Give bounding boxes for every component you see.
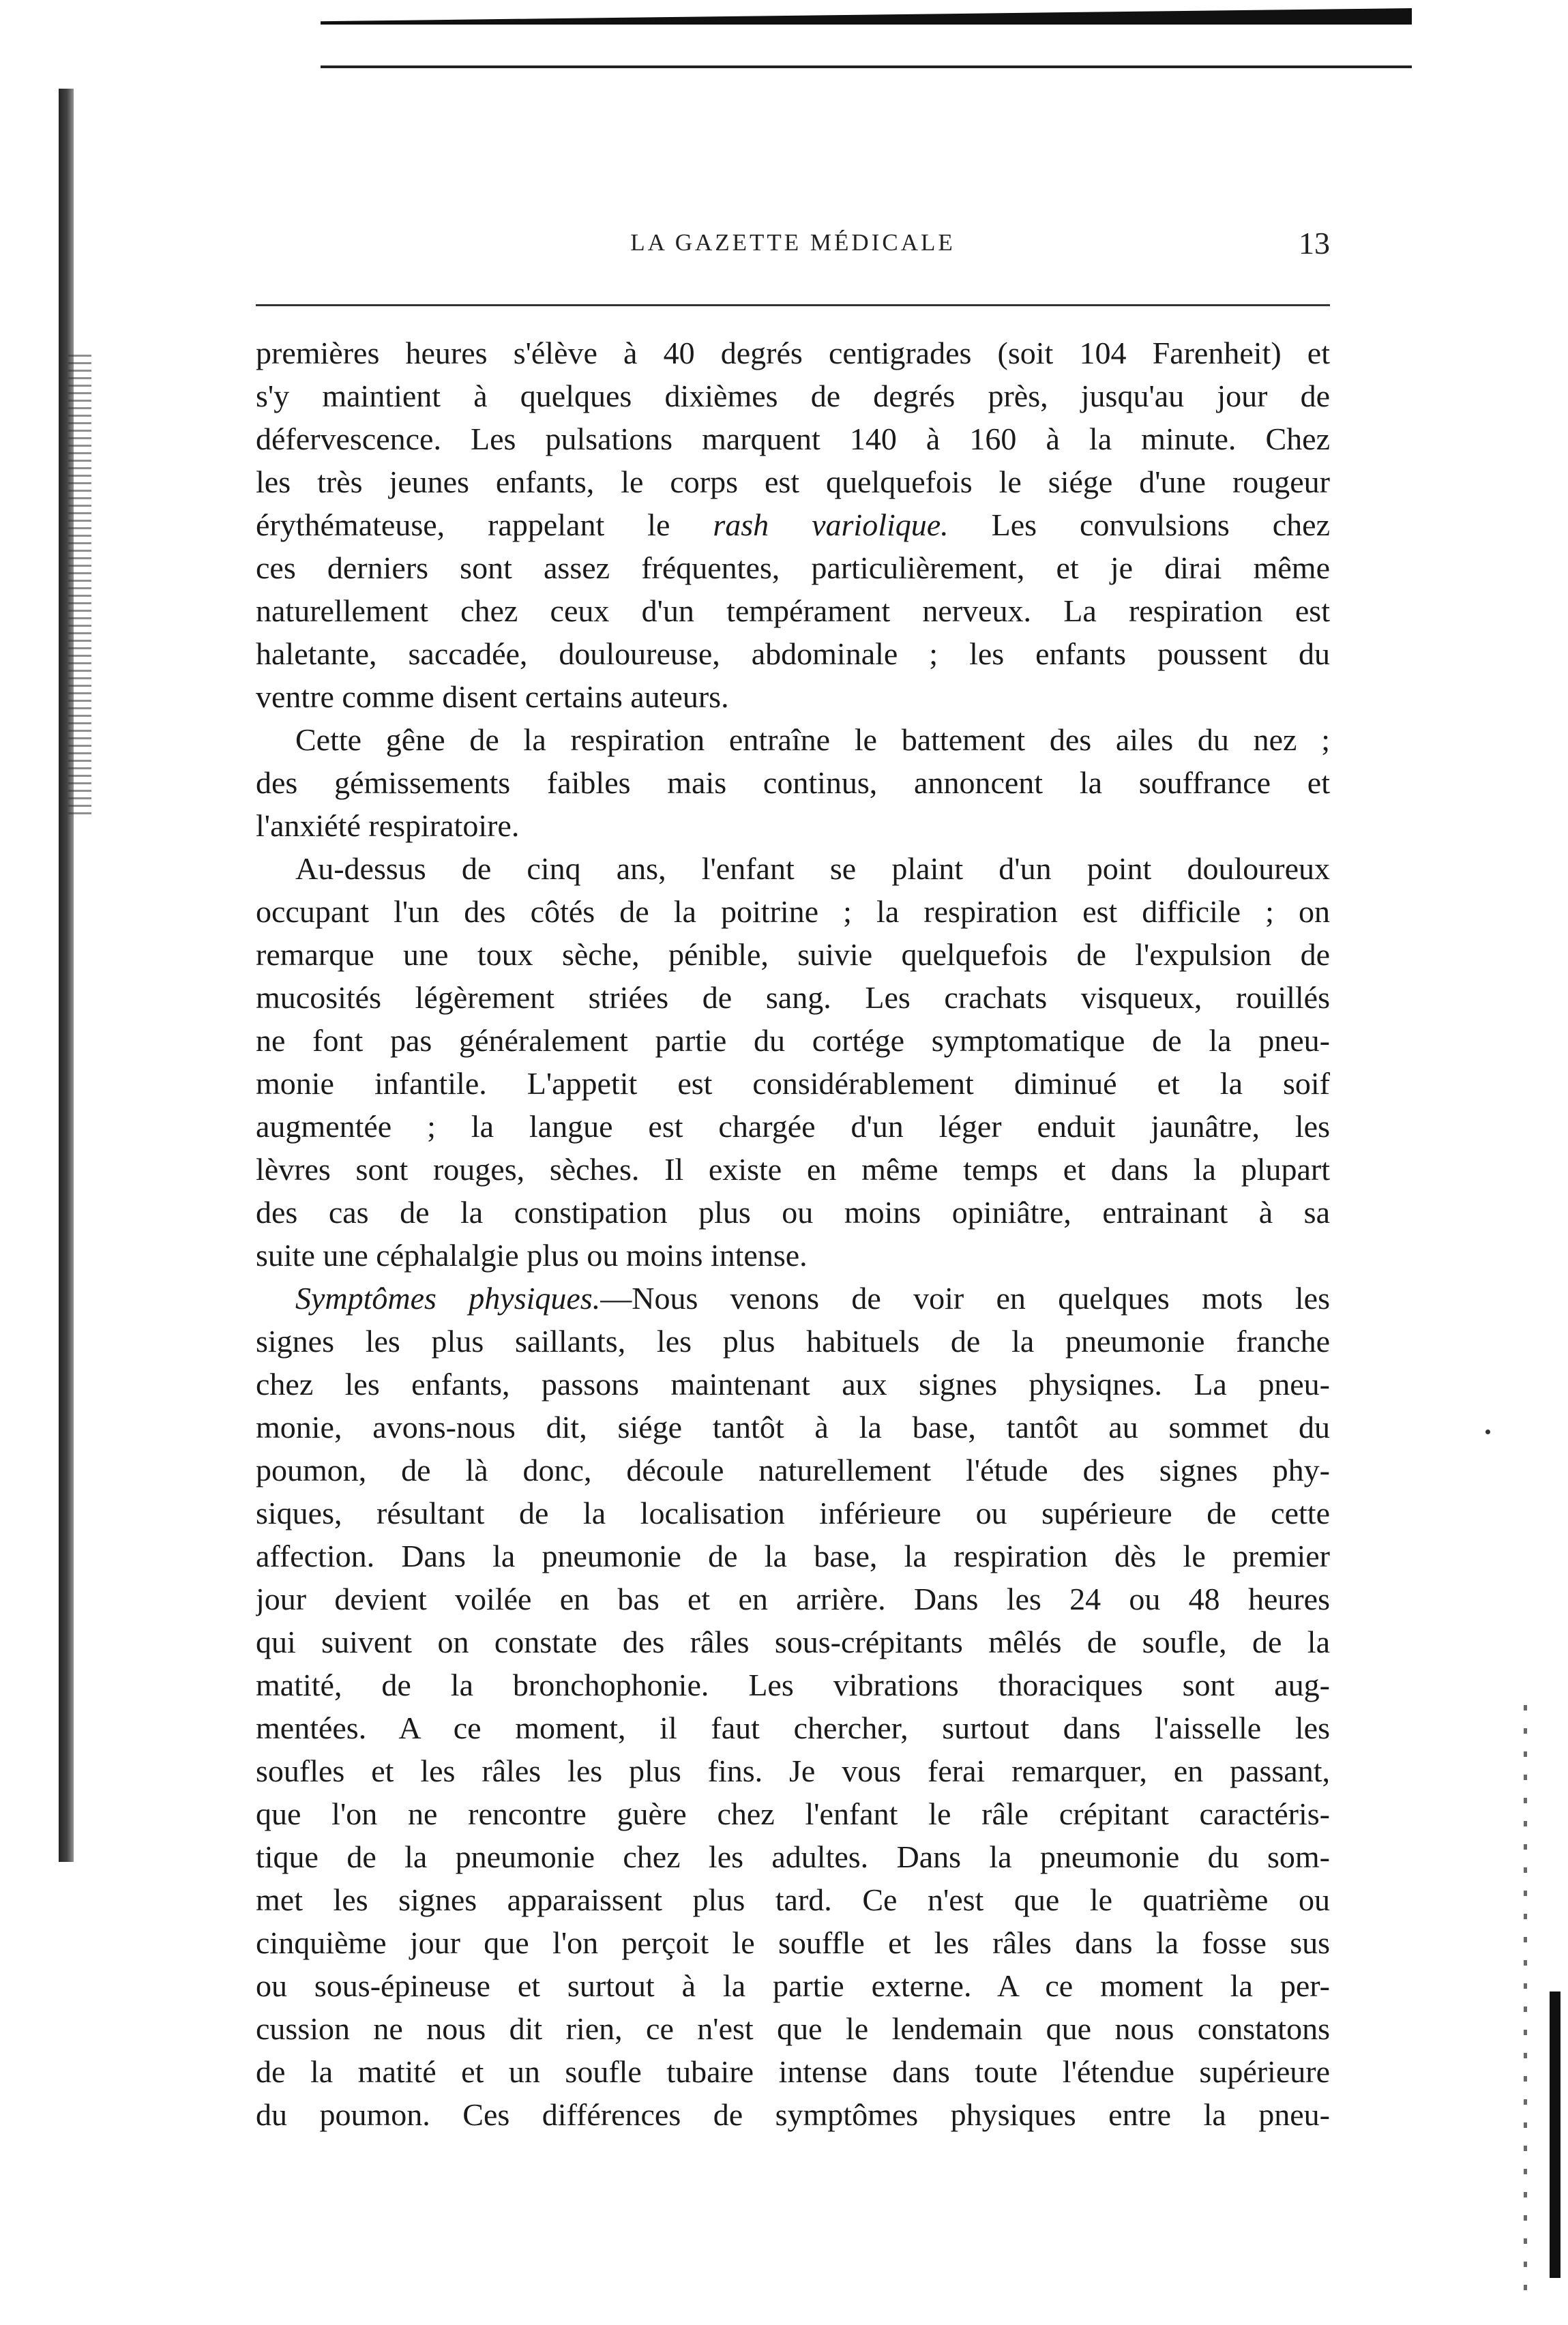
running-header <box>256 225 1330 263</box>
text-line: soufles et les râles les plus fins. Je vous ferai remarquer, en passant, <box>256 1753 1330 1788</box>
scan-edge-right <box>1550 1991 1560 2278</box>
text-line: ventre comme disent certains auteurs. <box>256 679 729 714</box>
text-line <box>256 503 1330 546</box>
text-line: chez les enfants, passons maintenant aux signes physiqnes. La pneu- <box>256 1367 1330 1402</box>
text-line: ne font pas généralement partie du cortége symptomatique de la pneu- <box>256 1023 1330 1058</box>
page-number: 13 <box>1299 226 1330 261</box>
text-line <box>256 1277 1330 1320</box>
text-line: cussion ne nous dit rien, ce n'est que le lendemain que nous constatons <box>256 2011 1330 2046</box>
text-line: les très jeunes enfants, le corps est quelquefois le siége d'une rougeur <box>256 464 1330 499</box>
text-line: de la matité et un soufle tubaire intense dans toute l'étendue supérieure <box>256 2054 1330 2089</box>
text-line: des gémissements faibles mais continus, annoncent la souffrance et <box>256 765 1330 800</box>
text-line: naturellement chez ceux d'un tempérament nerveux. La respiration est <box>256 593 1330 628</box>
text-line: Cette gêne de la respiration entraîne le battement des ailes du nez ; <box>295 722 1330 757</box>
text-line: du poumon. Ces différences de symptômes physiques entre la pneu- <box>256 2097 1330 2132</box>
text-line: l'anxiété respiratoire. <box>256 808 520 843</box>
text-line: remarque une toux sèche, pénible, suivie quelquefois de l'expulsion de <box>256 937 1330 972</box>
text-line: occupant l'un des côtés de la poitrine ; la respiration est difficile ; on <box>256 894 1330 929</box>
text-line: des cas de la constipation plus ou moins opiniâtre, entrainant à sa <box>256 1195 1330 1230</box>
text-line: signes les plus saillants, les plus habituels de la pneumonie franche <box>256 1324 1330 1359</box>
text-line: que l'on ne rencontre guère chez l'enfant le râle crépitant caractéris- <box>256 1796 1330 1831</box>
text-line: monie infantile. L'appetit est considérablement diminué et la soif <box>256 1066 1330 1101</box>
journal-title: LA GAZETTE MÉDICALE <box>630 229 956 256</box>
text-line: cinquième jour que l'on perçoit le souffle et les râles dans la fosse sus <box>256 1925 1330 1960</box>
text-line: augmentée ; la langue est chargée d'un léger enduit jaunâtre, les <box>256 1109 1330 1144</box>
scan-edge-top-thick <box>321 8 1412 25</box>
text-fragment: Les convulsions chez <box>991 507 1330 542</box>
text-line: met les signes apparaissent plus tard. Ce n'est que le quatrième ou <box>256 1882 1330 1917</box>
text-line: poumon, de là donc, découle naturellement l'étude des signes phy- <box>256 1453 1330 1487</box>
body-text <box>256 331 1330 2136</box>
text-line: ou sous-épineuse et surtout à la partie externe. A ce moment la per- <box>256 1968 1330 2003</box>
text-line: haletante, saccadée, douloureuse, abdominale ; les enfants poussent du <box>256 636 1330 671</box>
text-line: matité, de la bronchophonie. Les vibrations thoraciques sont aug- <box>256 1668 1330 1702</box>
scan-speck <box>1485 1430 1490 1434</box>
text-line: mentées. A ce moment, il faut chercher, surtout dans l'aisselle les <box>256 1711 1330 1745</box>
scan-edge-top-thin <box>321 65 1412 68</box>
text-line: monie, avons-nous dit, siége tantôt à la base, tantôt au sommet du <box>256 1410 1330 1445</box>
text-line: jour devient voilée en bas et en arrière. Dans les 24 ou 48 heures <box>256 1582 1330 1616</box>
text-fragment: érythémateuse, rappelant le <box>256 507 670 542</box>
text-line: lèvres sont rouges, sèches. Il existe en même temps et dans la plupart <box>256 1152 1330 1187</box>
italic-term: rash variolique. <box>713 507 949 542</box>
binding-edge-texture <box>68 355 91 818</box>
scan-edge-right-dots <box>1524 1705 1527 2305</box>
text-line: défervescence. Les pulsations marquent 140 à 160 à la minute. Chez <box>256 421 1330 456</box>
text-line: affection. Dans la pneumonie de la base, la respiration dès le premier <box>256 1539 1330 1573</box>
text-line: premières heures s'élève à 40 degrés centigrades (soit 104 Farenheit) et <box>256 336 1330 370</box>
text-line: mucosités légèrement striées de sang. Les crachats visqueux, rouillés <box>256 980 1330 1015</box>
text-line: siques, résultant de la localisation inférieure ou supérieure de cette <box>256 1496 1330 1530</box>
text-line: s'y maintient à quelques dixièmes de degrés près, jusqu'au jour de <box>256 379 1330 413</box>
text-line: qui suivent on constate des râles sous-crépitants mêlés de soufle, de la <box>256 1625 1330 1659</box>
text-line: ces derniers sont assez fréquentes, particulièrement, et je dirai même <box>256 550 1330 585</box>
text-fragment: —Nous venons de voir en quelques mots les <box>600 1281 1330 1316</box>
text-line: suite une céphalalgie plus ou moins intense. <box>256 1238 808 1273</box>
text-line: tique de la pneumonie chez les adultes. Dans la pneumonie du som- <box>256 1839 1330 1874</box>
section-heading: Symptômes physiques. <box>295 1281 601 1316</box>
text-line: Au-dessus de cinq ans, l'enfant se plaint d'un point douloureux <box>295 851 1330 886</box>
header-rule <box>256 304 1330 306</box>
